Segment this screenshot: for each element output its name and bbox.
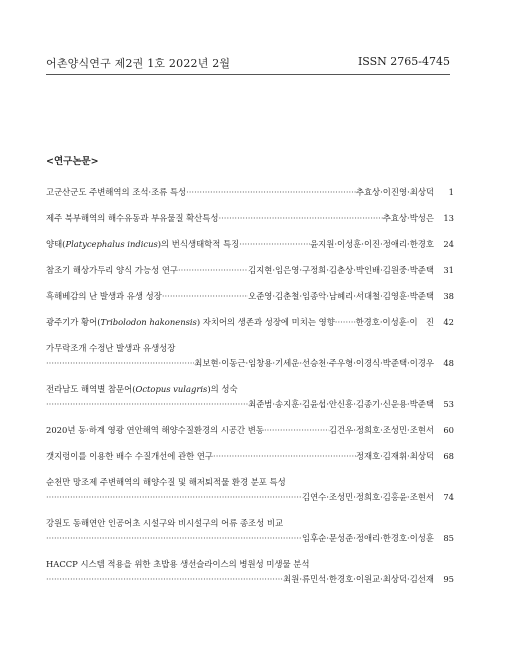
running-header <box>46 55 450 73</box>
toc-title: 참조기 해상가두리 양식 가능성 연구 <box>46 265 179 275</box>
leader-dots <box>213 450 356 462</box>
toc-authors: 추효상·박성은 <box>382 213 434 223</box>
table-of-contents <box>46 186 454 585</box>
toc-authors: 한경호·이성훈·이 진 <box>355 317 434 327</box>
toc-entry[interactable] <box>46 316 454 328</box>
toc-authors: 임후순·문성준·정애리·한경호·이성훈 <box>301 533 434 543</box>
toc-title: 광주기가 황어(Tribolodon hakonensis) 자치어의 생존과 성장에 미치는 영향 <box>46 317 335 327</box>
toc-page: 68 <box>443 451 454 461</box>
journal-info: 어촌양식연구 제2권 1호 2022년 2월 <box>46 57 231 70</box>
toc-page: 24 <box>443 239 454 249</box>
toc-entry[interactable] <box>46 450 454 462</box>
toc-entry[interactable] <box>46 517 454 544</box>
toc-authors: 추효상·이진영·최상덕 <box>355 187 434 197</box>
toc-authors: 김건우·정희호·조성민·조현서 <box>328 425 434 435</box>
toc-page: 38 <box>443 291 454 301</box>
toc-authors: 오준영·김춘철·임종악·남혜리·서대철·김영훈·박준택 <box>248 291 434 301</box>
toc-page: 74 <box>443 492 454 502</box>
toc-entry[interactable] <box>46 383 454 410</box>
toc-page: 48 <box>443 358 454 368</box>
header-rule <box>46 74 450 75</box>
toc-entry[interactable] <box>46 212 454 224</box>
toc-entry[interactable] <box>46 186 454 198</box>
toc-authors: 김지현·임은영·구정희·김춘상·박인배·김원중·박준택 <box>248 265 434 275</box>
toc-title: 강원도 동해연안 인공어초 시설구와 비시설구의 어류 종조성 비교 <box>46 518 284 528</box>
toc-page: 85 <box>443 533 454 543</box>
toc-page: 53 <box>443 399 454 409</box>
section-label: <연구논문> <box>46 156 99 167</box>
toc-entry[interactable] <box>46 264 454 276</box>
toc-title: 고군산군도 주변해역의 조석·조류 특성 <box>46 187 187 197</box>
toc-title: 양태(Platycephalus indicus)의 번식생태학적 특징 <box>46 239 240 249</box>
leader-dots <box>46 491 302 503</box>
leader-dots <box>239 238 310 250</box>
toc-entry[interactable] <box>46 238 454 250</box>
toc-authors: 김연수·조성민·정희호·김홍윤·조현서 <box>301 492 434 502</box>
leader-dots <box>46 573 283 585</box>
toc-entry[interactable] <box>46 476 454 503</box>
leader-dots <box>46 398 248 410</box>
toc-title: HACCP 시스템 적용을 위한 초밥용 생선슬라이스의 병원성 미생물 분석 <box>46 559 310 569</box>
toc-page: 31 <box>443 265 454 275</box>
toc-title: 흑해베감의 난 발생과 유생 성장 <box>46 291 162 301</box>
toc-title: 순천만 망조제 주변해역의 해양수질 및 해저퇴적물 환경 분포 특성 <box>46 477 286 487</box>
toc-page: 42 <box>443 317 454 327</box>
leader-dots <box>162 290 248 302</box>
toc-page: 13 <box>443 213 454 223</box>
toc-title: 제주 북부해역의 해수유동과 부유물질 확산특성 <box>46 213 219 223</box>
leader-dots <box>46 357 194 369</box>
toc-entry[interactable] <box>46 558 454 585</box>
toc-entry[interactable] <box>46 290 454 302</box>
toc-authors: 윤지원·이성훈·이진·정애리·한경호 <box>310 239 434 249</box>
leader-dots <box>264 424 329 436</box>
leader-dots <box>218 212 382 224</box>
toc-title: 전라남도 해역별 참문어(Octopus vulagris)의 성숙 <box>46 384 238 394</box>
leader-dots <box>186 186 356 198</box>
issn: ISSN 2765-4745 <box>357 55 450 68</box>
toc-authors: 최준범·송지훈·김윤섭·안신흥·김종기·신운용·박준택 <box>248 399 434 409</box>
toc-title: 갯지렁이를 이용한 배수 수질개선에 관한 연구 <box>46 451 214 461</box>
toc-title: 가무락조개 수정난 발생과 유생성장 <box>46 343 176 353</box>
leader-dots <box>46 532 302 544</box>
toc-authors: 최보현·이동근·임창용·기세운·선승천·주우형·이경식·박준택·이경우 <box>194 358 434 368</box>
toc-page: 60 <box>443 425 454 435</box>
toc-page: 1 <box>448 187 454 197</box>
toc-page: 95 <box>443 574 454 584</box>
toc-entry[interactable] <box>46 342 454 369</box>
toc-authors: 최원·류민석·한경호·이원교·최상덕·김선재 <box>283 574 434 584</box>
toc-authors: 정재호·김재휘·최상덕 <box>355 451 434 461</box>
leader-dots <box>335 316 356 328</box>
toc-title: 2020년 동·하계 영광 연안해역 해양수질환경의 시공간 변동 <box>46 425 264 435</box>
toc-entry[interactable] <box>46 424 454 436</box>
leader-dots <box>178 264 248 276</box>
